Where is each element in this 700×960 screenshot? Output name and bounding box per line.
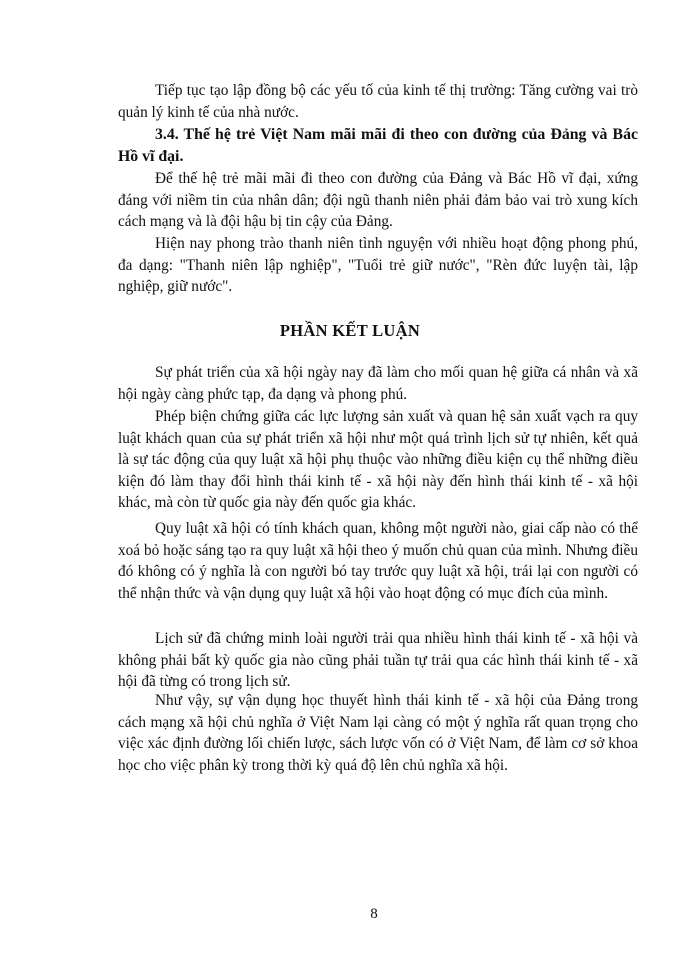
paragraph-youth-role: Để thế hệ trẻ mãi mãi đi theo con đường của Đảng và Bác Hồ vĩ đại, xứng đáng với niềm tin của nhân dân; đội ngũ thanh niên phải đảm bảo vai trò xung kích cách mạng và là đội hậu bị tin cậy của Đảng. [118, 170, 638, 230]
paragraph-conclusion-3: Quy luật xã hội có tính khách quan, không một người nào, giai cấp nào có thể xoá bỏ hoặc sáng tạo ra quy luật xã hội theo ý muốn chủ quan của mình. Nhưng điều đó không có ý nghĩa là con người bó tay trước quy luật xã hội, trái lại con người có thể nhận thức và vận dụng quy luật xã hội vào hoạt động có mục đích của mình. [118, 520, 638, 602]
paragraph-conclusion-4: Lịch sử đã chứng minh loài người trải qua nhiều hình thái kinh tế - xã hội và không phải bất kỳ quốc gia nào cũng phải tuần tự trải qua các hình thái kinh tế - xã hội đã từng có trong lịch sử. [118, 630, 638, 690]
page-number: 8 [370, 906, 378, 922]
paragraph-market-elements: Tiếp tục tạo lập đồng bộ các yếu tố của kinh tế thị trường: Tăng cường vai trò quản lý kinh tế của nhà nước. [118, 82, 638, 121]
section-heading-3-4: 3.4. Thế hệ trẻ Việt Nam mãi mãi đi theo con đường của Đảng và Bác Hồ vĩ đại. [118, 126, 638, 165]
paragraph-conclusion-1: Sự phát triển của xã hội ngày nay đã làm cho mối quan hệ giữa cá nhân và xã hội ngày càng phức tạp, đa dạng và phong phú. [118, 364, 638, 403]
paragraph-conclusion-5: Như vậy, sự vận dụng học thuyết hình thái kinh tế - xã hội của Đảng trong cách mạng xã hội chủ nghĩa ở Việt Nam lại càng có một ý nghĩa rất quan trọng cho việc xác định đường lối chiến lược, sách lược vốn có ở Việt Nam, để làm cơ sở khoa học cho việc phân kỳ trong thời kỳ quá độ lên chủ nghĩa xã hội. [118, 692, 638, 774]
conclusion-title: PHẦN KẾT LUẬN [279, 321, 421, 340]
paragraph-conclusion-2: Phép biện chứng giữa các lực lượng sản xuất và quan hệ sản xuất vạch ra quy luật khách quan của sự phát triển xã hội như một quá trình lịch sử tự nhiên, kết quả là sự tác động của quy luật xã hội phụ thuộc vào những điều kiện cụ thể những điều kiện đó làm thay đổi hình thái kinh tế - xã hội này đến hình thái kinh tế - xã hội khác, mà còn từ quốc gia này đến quốc gia khác. [118, 408, 638, 511]
paragraph-volunteer-movement: Hiện nay phong trào thanh niên tình nguyện với nhiều hoạt động phong phú, đa dạng: "Thanh niên lập nghiệp", "Tuổi trẻ giữ nước", "Rèn đức luyện tài, lập nghiệp, giữ nước". [118, 235, 638, 295]
